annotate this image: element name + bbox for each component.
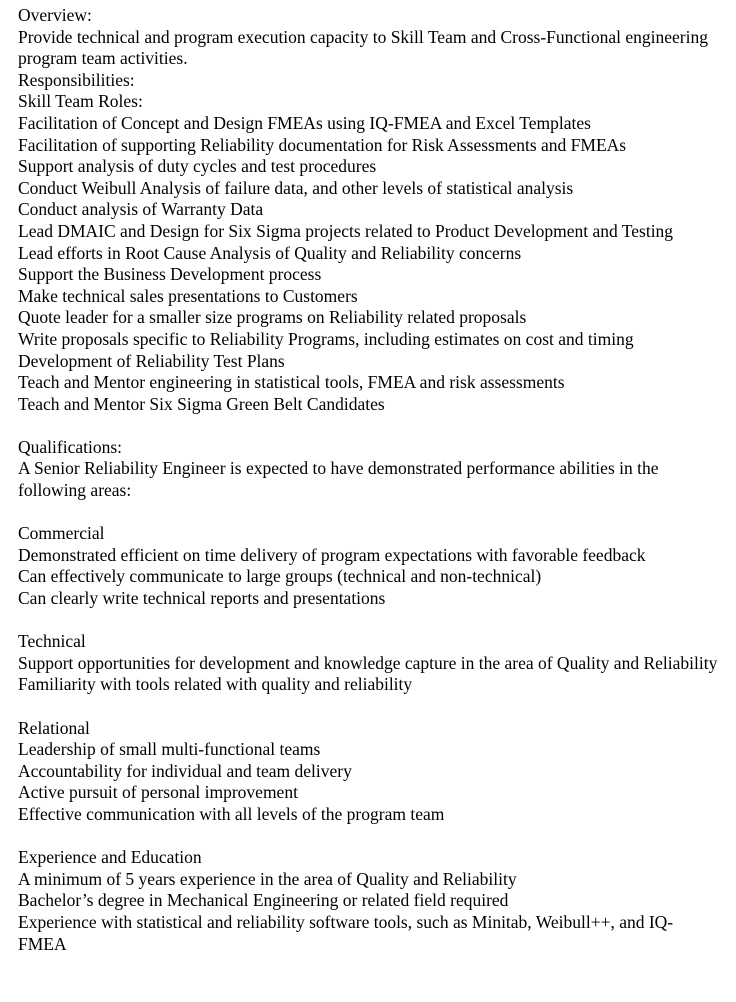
experience-heading: Experience and Education: [18, 847, 202, 868]
relational-item: Effective communication with all levels of the program team: [18, 803, 445, 824]
responsibility-item: Facilitation of Concept and Design FMEAs using IQ-FMEA and Excel Templates: [18, 112, 591, 133]
blank-line: [18, 415, 718, 437]
relational-item: Active pursuit of personal improvement: [18, 782, 298, 803]
responsibility-item: Make technical sales presentations to Customers: [18, 285, 358, 306]
blank-line: [18, 696, 718, 718]
responsibility-item: Conduct Weibull Analysis of failure data, and other levels of statistical analysis: [18, 177, 574, 198]
responsibility-item: Conduct analysis of Warranty Data: [18, 199, 264, 220]
responsibility-item: Teach and Mentor engineering in statistical tools, FMEA and risk assessments: [18, 372, 565, 393]
responsibility-item: Lead DMAIC and Design for Six Sigma projects related to Product Development and Testing: [18, 220, 674, 241]
responsibility-item: Lead efforts in Root Cause Analysis of Quality and Reliability concerns: [18, 242, 522, 263]
responsibility-item: Write proposals specific to Reliability Programs, including estimates on cost and timing: [18, 328, 634, 349]
blank-line: [18, 502, 718, 524]
commercial-item: Can effectively communicate to large groups (technical and non-technical): [18, 566, 542, 587]
skill-team-roles-heading: Skill Team Roles:: [18, 91, 143, 112]
qualifications-intro: A Senior Reliability Engineer is expected to have demonstrated performance abilities in the following areas:: [18, 458, 659, 501]
technical-heading: Technical: [18, 631, 86, 652]
blank-line: [18, 826, 718, 848]
relational-item: Accountability for individual and team delivery: [18, 760, 352, 781]
overview-heading: Overview:: [18, 5, 92, 25]
relational-item: Leadership of small multi-functional teams: [18, 739, 321, 760]
commercial-item: Demonstrated efficient on time delivery of program expectations with favorable feedback: [18, 544, 646, 565]
responsibility-item: Support analysis of duty cycles and test procedures: [18, 156, 377, 177]
overview-text: Provide technical and program execution capacity to Skill Team and Cross-Functional engineering program team activities.: [18, 26, 708, 69]
responsibility-item: Quote leader for a smaller size programs on Reliability related proposals: [18, 307, 527, 328]
relational-heading: Relational: [18, 717, 90, 738]
blank-line: [18, 610, 718, 632]
qualifications-heading: Qualifications:: [18, 436, 123, 457]
experience-item: Bachelor’s degree in Mechanical Engineering or related field required: [18, 890, 509, 911]
responsibility-item: Teach and Mentor Six Sigma Green Belt Candidates: [18, 393, 385, 414]
job-description-document: [18, 5, 718, 955]
technical-item: Support opportunities for development and knowledge capture in the area of Quality and Reliability: [18, 652, 718, 673]
commercial-item: Can clearly write technical reports and presentations: [18, 588, 386, 609]
commercial-heading: Commercial: [18, 523, 105, 544]
responsibility-item: Support the Business Development process: [18, 264, 322, 285]
responsibility-item: Development of Reliability Test Plans: [18, 350, 285, 371]
technical-item: Familiarity with tools related with quality and reliability: [18, 674, 413, 695]
experience-item: A minimum of 5 years experience in the area of Quality and Reliability: [18, 868, 517, 889]
responsibilities-heading: Responsibilities:: [18, 69, 135, 90]
responsibility-item: Facilitation of supporting Reliability documentation for Risk Assessments and FMEAs: [18, 134, 627, 155]
experience-item: Experience with statistical and reliability software tools, such as Minitab, Weibull++, and IQ-FMEA: [18, 911, 674, 954]
